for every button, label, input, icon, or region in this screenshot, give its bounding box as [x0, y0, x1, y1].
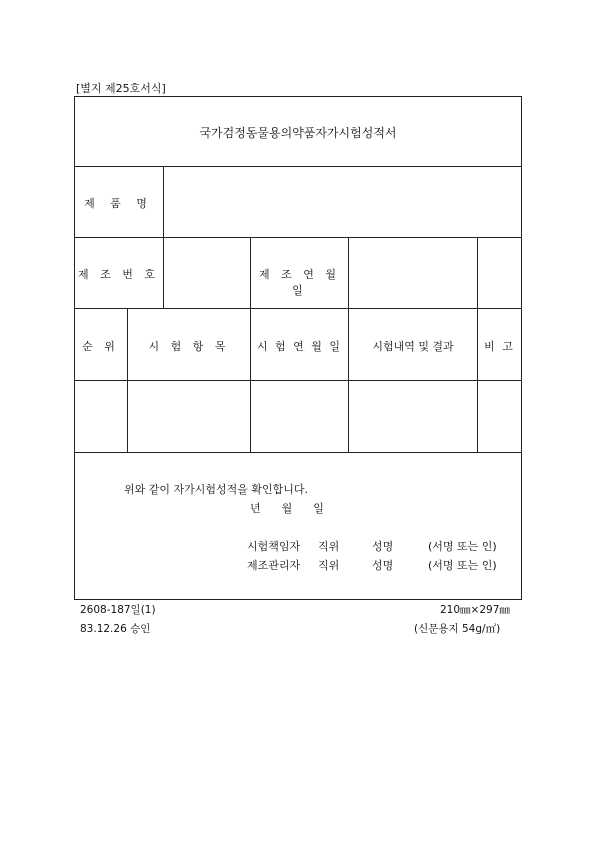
form-title: 국가검정동물용의약품자가시험성적서: [199, 126, 397, 140]
header-test-date: 시 험 연 월 일: [256, 340, 343, 353]
divider: [74, 166, 522, 167]
header-remarks: 비 고: [484, 340, 515, 353]
divider: [74, 308, 522, 309]
lot-number-label: 제 조 번 호: [78, 268, 159, 281]
footer-approval: 83.12.26 승인: [80, 623, 151, 635]
lot-number-field[interactable]: [164, 266, 250, 280]
product-name-label: 제 품 명: [84, 197, 153, 210]
signer2-position: 직위: [318, 559, 340, 572]
manufacture-date-label: 제 조 연 월 일: [259, 268, 340, 297]
header-rank: 순 위: [82, 340, 119, 353]
test-result-field[interactable]: [349, 410, 477, 424]
signer2-sign: (서명 또는 인): [428, 559, 497, 572]
signer1-position: 직위: [318, 540, 340, 553]
footer-paper-size: 210㎜×297㎜: [440, 604, 510, 616]
rank-field[interactable]: [74, 410, 127, 424]
signer2-role: 제조관리자: [247, 559, 301, 572]
footer-paper-type: (신문용지 54g/㎡): [414, 623, 501, 635]
test-item-field[interactable]: [128, 410, 250, 424]
divider: [477, 308, 478, 452]
product-name-field[interactable]: [164, 195, 521, 209]
divider: [127, 308, 128, 452]
divider: [250, 308, 251, 452]
divider: [74, 237, 522, 238]
header-test-result: 시험내역 및 결과: [372, 340, 454, 353]
date-line: 년 월 일: [250, 502, 324, 515]
manufacture-date-field[interactable]: [349, 266, 477, 280]
header-test-item: 시 험 항 목: [148, 340, 230, 353]
blank-field[interactable]: [478, 266, 521, 280]
test-date-field[interactable]: [251, 410, 348, 424]
signer1-role: 시험책임자: [247, 540, 301, 553]
footer-form-number: 2608-187일(1): [80, 604, 156, 616]
form-number-label: [별지 제25호서식]: [76, 82, 166, 95]
signer1-name: 성명: [372, 540, 394, 553]
divider: [74, 380, 522, 381]
signer2-name: 성명: [372, 559, 394, 572]
remarks-field[interactable]: [478, 410, 521, 424]
confirmation-statement: 위와 같이 자가시험성적을 확인합니다.: [124, 483, 309, 496]
signer1-sign: (서명 또는 인): [428, 540, 497, 553]
divider: [348, 308, 349, 452]
divider: [74, 452, 522, 453]
